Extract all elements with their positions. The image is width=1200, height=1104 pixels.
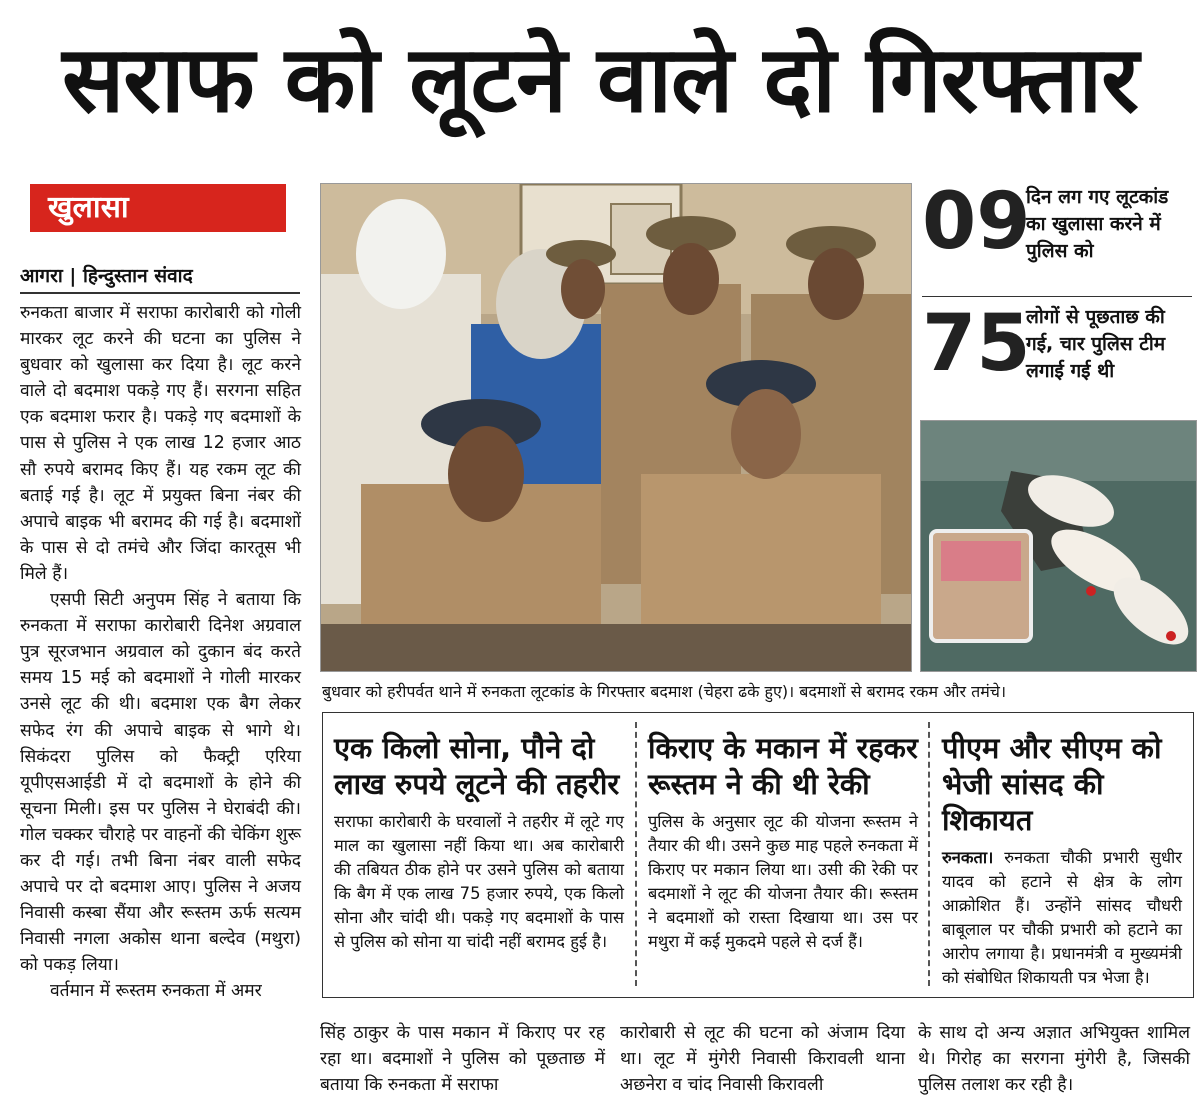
dateline-rule — [20, 292, 300, 294]
headline: सराफ को लूटने वाले दो गिरफ्तार — [62, 26, 1138, 133]
section-label — [20, 184, 286, 232]
box3-lead: रुनकता। — [942, 848, 994, 867]
box-divider-2 — [928, 722, 930, 986]
box2-story — [648, 730, 918, 954]
box1-story — [334, 730, 624, 954]
stat-number-people: 75 — [922, 299, 1031, 389]
box2-title: किराए के मकान में रहकर रूस्तम ने की थी रेकी — [648, 731, 918, 801]
article-paragraph-2: एसपी सिटी अनुपम सिंह ने बताया कि रुनकता में सराफा कारोबारी दिनेश अग्रवाल पुत्र सूरजभान अग्रवाल को दुकान बंद करते समय 15 मई को बदमाशों ने गोली मारकर उनसे लूट की थी। बदमाश एक बैग लेकर सफेद रंग की अपाचे बाइक से भागे थे। सिकंदरा पुलिस को फैक्ट्री एरिया यूपीएसआईडी में दो बदमाशों के होने की सूचना मिली। इस पर पुलिस ने घेराबंदी की। गोल चक्कर चौराहे पर वाहनों की चेकिंग शुरू कर दी गई। तभी बिना नंबर वाली सफेद अपाचे पर दो बदमाश आए। पुलिस ने अजय निवासी कस्बा सैंया और रूस्तम ऊर्फ सत्यम निवासी नगला अकोस थाना बल्देव (मथुरा) को पकड़ लिया। — [20, 590, 301, 976]
box3-text: रुनकता चौकी प्रभारी सुधीर यादव को हटाने से क्षेत्र के लोग आक्रोशित हैं। उन्होंने सांसद चौधरी बाबूलाल पर चौकी प्रभारी को हटाने का आरोप लगाया है। प्रधानमंत्री व मुख्यमंत्री को संबोधित शिकायती पत्र भेजा है। — [942, 848, 1182, 987]
box2-body: पुलिस के अनुसार लूट की योजना रूस्तम ने तैयार की थी। उसने कुछ माह पहले रुनकता में किराए पर मकान लिया था। उसी की रेकी पर बदमाशों ने लूट की योजना तैयार की। रूस्तम ने बदमाशों को रास्ता दिखाया था। उस पर मथुरा में कई मुकदमे पहले से दर्ज हैं। — [648, 812, 918, 951]
section-label-text: खुलासा — [48, 190, 129, 225]
dateline: आगरा | हिन्दुस्तान संवाद — [20, 265, 193, 287]
label-notch — [20, 184, 30, 232]
stat-text-people: लोगों से पूछताछ की गई, चार पुलिस टीम लगाई गई थी — [1026, 306, 1166, 382]
article-column-2: सिंह ठाकुर के पास मकान में किराए पर रह रहा था। बदमाशों ने पुलिस को पूछताछ में बताया कि रुनकता में सराफा — [320, 1023, 605, 1096]
police-arrest-photo — [321, 184, 911, 671]
stat-number-days: 09 — [922, 177, 1031, 267]
article-column-1 — [20, 300, 301, 1005]
stat-text-days: दिन लग गए लूटकांड का खुलासा करने में पुलिस को — [1026, 186, 1169, 262]
box-divider-1 — [635, 722, 637, 986]
box3-story — [942, 730, 1182, 990]
article-column-4: के साथ दो अन्य अज्ञात अभियुक्त शामिल थे। गिरोह का सरगना मुंगेरी है, जिसकी पुलिस तलाश कर रही है। — [918, 1023, 1190, 1096]
stats-divider — [922, 296, 1192, 297]
article-paragraph-3: वर्तमान में रूस्तम रुनकता में अमर — [50, 981, 262, 1002]
photo-caption: बुधवार को हरीपर्वत थाने में रुनकता लूटकांड के गिरफ्तार बदमाश (चेहरा ढके हुए)। बदमाशों से बरामद रकम और तमंचे। — [322, 682, 1007, 701]
article-column-3: कारोबारी से लूट की घटना को अंजाम दिया था। लूट में मुंगेरी निवासी किरावली थाना अछनेरा व चांद निवासी किरावली — [620, 1023, 905, 1096]
box1-body: सराफा कारोबारी के घरवालों ने तहरीर में लूटे गए माल का खुलासा नहीं किया था। अब कारोबारी की तबियत ठीक होने पर उसने पुलिस को बताया कि बैग में एक लाख 75 हजार रुपये, एक किलो सोना और चांदी थी। पकड़े गए बदमाशों के पास से पुलिस को सोना या चांदी नहीं बरामद हुई है। — [334, 812, 624, 951]
main-photo — [320, 183, 912, 672]
box3-body — [942, 846, 1182, 990]
box3-title: पीएम और सीएम को भेजी सांसद की शिकायत — [942, 731, 1162, 837]
recovered-items-photo — [920, 420, 1197, 672]
box1-title: एक किलो सोना, पौने दो लाख रुपये लूटने की तहरीर — [334, 731, 620, 801]
article-paragraph-1: रुनकता बाजार में सराफा कारोबारी को गोली मारकर लूट करने की घटना का पुलिस ने बुधवार को खुलासा कर दिया है। लूट करने वाले दो बदमाश पकड़े गए हैं। सरगना सहित एक बदमाश फरार है। पकड़े गए बदमाशों के पास से पुलिस ने एक लाख 12 हजार आठ सौ रुपये बरामद किए हैं। यह रकम लूट की बताई गई है। लूट में प्रयुक्त बिना नंबर की अपाचे बाइक भी बरामद की गई है। बदमाशों के पास से दो तमंचे और जिंदा कारतूस भी मिले हैं। — [20, 303, 301, 584]
cash-and-pistols-photo — [921, 421, 1196, 671]
